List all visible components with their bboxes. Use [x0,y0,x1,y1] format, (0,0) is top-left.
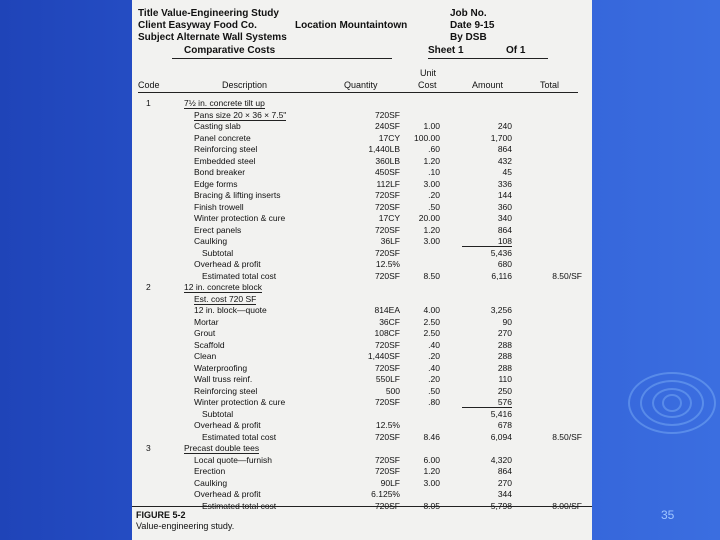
row-description: 12 in. concrete block [184,282,262,292]
row-description: Grout [194,328,216,338]
row-quantity: 17CY [378,213,400,223]
row-amount: 270 [497,477,512,488]
slide-page-number: 35 [661,508,675,522]
row-amount: 344 [497,489,512,499]
row-description: Casting slab [194,121,241,131]
table-row [132,202,592,212]
row-description: 7½ in. concrete tilt up [184,98,265,108]
row-quantity: 12.5% [375,420,400,430]
row-quantity: 720SF [374,270,400,281]
table-row [132,386,592,396]
row-amount: 6,094 [490,431,512,442]
client-line: Client Easyway Food Co. [138,20,257,31]
row-quantity: 360LB [375,155,400,166]
row-quantity: 720SF [374,224,400,235]
table-row [132,156,592,166]
row-description: Panel concrete [194,132,251,143]
row-description: Clean [194,351,217,361]
comparative-costs-line: Comparative Costs [184,45,276,56]
table-row [132,351,592,361]
row-description: Local quote—furnish [194,454,272,465]
row-description: Finish trowell [194,201,244,212]
row-unit-cost: 8.46 [423,431,440,442]
row-quantity: 814EA [374,305,400,315]
table-row [132,443,592,453]
row-unit-cost: 8.50 [423,270,440,281]
row-amount: 144 [497,190,512,200]
row-quantity: 720SF [374,397,400,407]
col-header-description: Description [222,80,268,90]
row-unit-cost: 2.50 [423,316,440,327]
table-row [132,271,592,281]
row-amount: 5,416 [490,408,512,419]
subject-line: Subject Alternate Wall Systems [138,32,287,43]
figure-rule [132,506,592,507]
row-unit-cost: .40 [428,339,440,350]
row-amount: 240 [497,121,512,131]
row-description: Overhead & profit [194,420,261,430]
table-row [132,455,592,465]
row-quantity: 112LF [376,178,400,189]
table-row [132,236,592,246]
row-quantity: 720SF [374,201,400,212]
row-unit-cost: .10 [428,167,440,177]
row-description: Erect panels [194,224,242,235]
row-description: Caulking [194,477,228,488]
row-unit-cost: 100.00 [414,132,440,143]
sheet-of-label: Of 1 [506,45,526,56]
row-unit-cost: .40 [428,362,440,373]
row-unit-cost: .50 [428,385,440,396]
table-row [132,133,592,143]
row-quantity: 450SF [374,167,400,177]
table-row [132,190,592,200]
row-description: Subtotal [202,247,234,258]
table-row [132,282,592,292]
row-description: Bracing & lifting inserts [194,190,281,200]
row-description: Winter protection & cure [194,213,286,223]
table-row [132,144,592,154]
row-unit-cost: 3.00 [423,178,440,189]
row-total: 8.50/SF [552,270,582,281]
row-quantity: 720SF [374,247,400,258]
row-amount: 5,436 [490,247,512,258]
table-row [132,420,592,430]
row-unit-cost: 6.00 [423,454,440,465]
row-amount: 340 [497,213,512,223]
table-row [132,489,592,499]
document-page [132,0,592,540]
table-row [132,409,592,419]
col-header-quantity: Quantity [344,80,378,90]
row-quantity: 500 [385,385,400,396]
table-row [132,466,592,476]
row-description: Estimated total cost [202,270,277,281]
row-code: 2 [146,282,151,292]
col-header-cost: Cost [418,80,437,90]
col-header-total: Total [540,80,560,90]
row-quantity: 17CY [378,132,400,143]
row-description: Mortar [194,316,219,327]
row-unit-cost: 4.00 [423,305,440,315]
col-header-unit: Unit [420,68,437,78]
row-description: Estimated total cost [202,431,277,442]
row-amount: 4,320 [490,454,512,465]
row-description: Overhead & profit [194,259,261,269]
row-description: Reinforcing steel [194,144,258,154]
table-row [132,167,592,177]
table-row [132,305,592,315]
row-amount: 288 [497,339,512,350]
row-amount: 1,700 [490,132,512,143]
row-unit-cost: 1.20 [423,155,440,166]
row-quantity: 720SF [374,431,400,442]
row-quantity: 36LF [380,236,400,246]
row-quantity: 108CF [374,328,400,338]
row-quantity: 720SF [374,190,400,200]
row-amount: 864 [497,466,512,476]
table-row [132,121,592,131]
row-total: 8.50/SF [552,431,582,442]
table-row [132,110,592,120]
header-rule-right [428,58,548,59]
row-amount: 432 [497,155,512,166]
figure-label: FIGURE 5-2 [136,510,186,520]
table-row [132,363,592,373]
table-row [132,225,592,235]
row-amount: 250 [497,385,512,396]
row-quantity: 6.125% [371,489,400,499]
row-unit-cost: .60 [428,144,440,154]
row-amount: 288 [497,351,512,361]
table-row [132,397,592,407]
row-unit-cost: 1.20 [423,224,440,235]
table-row [132,374,592,384]
table-row [132,328,592,338]
row-description: Est. cost 720 SF [194,293,257,304]
job-number-label: Job No. [450,8,487,19]
table-row [132,432,592,442]
row-description: 12 in. block—quote [194,305,267,315]
table-row [132,248,592,258]
row-description: Winter protection & cure [194,397,286,407]
location-line: Location Mountaintown [295,20,408,31]
row-unit-cost: 3.00 [423,236,440,246]
row-description: Bond breaker [194,167,246,177]
row-description: Pans size 20 × 36 × 7.5" [194,109,287,120]
row-unit-cost: .20 [428,190,440,200]
row-quantity: 1,440SF [367,351,400,361]
row-unit-cost: 2.50 [423,328,440,338]
table-row [132,294,592,304]
row-quantity: 240SF [374,121,400,131]
title-line: Title Value-Engineering Study [138,8,279,19]
row-quantity: 36CF [379,316,400,327]
table-row [132,317,592,327]
row-quantity: 12.5% [375,259,400,269]
row-quantity: 90LF [380,477,400,488]
row-quantity: 720SF [374,339,400,350]
col-header-code: Code [138,80,160,90]
header-rule [172,58,392,59]
row-unit-cost: 1.20 [423,466,440,476]
row-description: Waterproofing [194,362,248,373]
row-code: 1 [146,98,151,108]
row-description: Edge forms [194,178,238,189]
row-quantity: 720SF [374,466,400,476]
row-description: Overhead & profit [194,489,261,499]
row-amount: 864 [497,224,512,235]
row-amount: 110 [498,374,512,384]
row-amount: 270 [497,328,512,338]
table-row [132,98,592,108]
row-code: 3 [146,443,151,453]
row-unit-cost: .20 [428,351,440,361]
column-header-rule [138,92,578,93]
row-amount: 108 [462,236,512,247]
col-header-amount: Amount [472,80,504,90]
row-quantity: 720SF [374,454,400,465]
row-description: Erection [194,466,226,476]
table-row [132,259,592,269]
row-amount: 680 [497,259,512,269]
table-row [132,213,592,223]
row-description: Embedded steel [194,155,256,166]
table-row [132,340,592,350]
row-unit-cost: 1.00 [423,121,440,131]
row-amount: 6,116 [491,270,512,281]
row-quantity: 550LF [375,374,400,384]
table-row [132,478,592,488]
sheet-label: Sheet 1 [428,45,464,56]
row-amount: 336 [497,178,512,189]
row-unit-cost: 3.00 [423,477,440,488]
row-description: Precast double tees [184,443,260,453]
table-row [132,179,592,189]
row-description: Scaffold [194,339,225,350]
row-unit-cost: .50 [428,201,440,212]
row-description: Wall truss reinf. [194,374,253,384]
row-description: Reinforcing steel [194,385,258,396]
figure-caption: Value-engineering study. [136,521,235,531]
date-line: Date 9-15 [450,20,495,31]
row-unit-cost: 20.00 [418,213,440,223]
row-description: Caulking [194,236,228,246]
row-amount: 864 [497,144,512,154]
row-amount: 288 [497,362,512,373]
row-quantity: 1,440LB [368,144,400,154]
row-unit-cost: .20 [428,374,440,384]
by-line: By DSB [450,32,487,43]
row-amount: 90 [502,316,512,327]
row-description: Subtotal [202,408,234,419]
row-amount: 45 [502,167,512,177]
row-quantity: 720SF [374,362,400,373]
row-amount: 678 [497,420,512,430]
row-quantity: 720SF [374,109,400,120]
row-amount: 3,256 [490,305,512,315]
row-unit-cost: .80 [428,397,440,407]
row-amount: 360 [497,201,512,212]
row-amount: 576 [462,397,512,408]
